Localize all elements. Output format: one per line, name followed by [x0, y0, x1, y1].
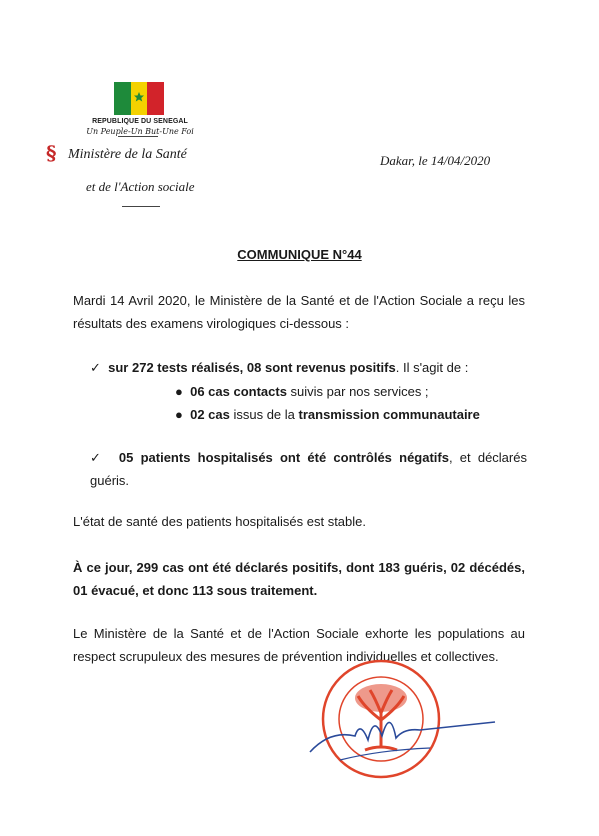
item-bold-text: 02 cas: [190, 407, 230, 422]
closing-paragraph: Le Ministère de la Santé et de l'Action Sociale exhorte les populations au respect scrupuleux des mesures de prévention individuelles et collectives.: [73, 626, 525, 664]
item-bold-text: 06 cas contacts: [190, 384, 287, 399]
item-text: issus de la: [229, 407, 299, 422]
republic-label: REPUBLIQUE DU SENEGAL: [92, 118, 188, 125]
item-bold-text: transmission communautaire: [298, 407, 480, 422]
list-item: [175, 380, 525, 403]
document-title: COMMUNIQUE N°44: [237, 247, 362, 262]
ministry-name-line2: et de l'Action sociale: [86, 179, 195, 194]
list-item: [90, 356, 530, 379]
item-text: , et déclarés guéris.: [90, 450, 527, 488]
signature: [300, 690, 500, 770]
senegal-flag: [114, 82, 164, 115]
item-text: suivis par nos services ;: [286, 384, 429, 399]
item-bold-text: sur 272 tests réalisés, 08 sont revenus positifs: [108, 360, 396, 375]
item-text: . Il s'agit de :: [395, 360, 469, 375]
bullet-icon: ●: [175, 384, 183, 399]
star-icon: [133, 91, 145, 103]
ministry-logo-icon: §: [46, 141, 57, 165]
ministry-name-line1: Ministère de la Santé: [68, 147, 187, 162]
status-paragraph: L'état de santé des patients hospitalisés est stable.: [73, 514, 367, 529]
bullet-icon: ●: [175, 407, 183, 422]
national-motto: Un Peuple-Un But-Une Foi: [86, 127, 194, 136]
intro-paragraph: Mardi 14 Avril 2020, le Ministère de la Santé et de l'Action Sociale a reçu les résultats des examens virologiques ci-dessous :: [73, 293, 525, 331]
checkmark-icon: ✓: [90, 450, 105, 465]
summary-paragraph: À ce jour, 299 cas ont été déclarés positifs, dont 183 guéris, 02 décédés, 01 évacué, et donc 113 sous traitement.: [73, 560, 525, 598]
divider: [122, 206, 160, 207]
document-date: Dakar, le 14/04/2020: [380, 153, 491, 168]
list-item: [90, 446, 527, 492]
divider: [118, 136, 158, 137]
checkmark-icon: ✓: [90, 360, 101, 375]
list-item: [175, 403, 525, 426]
item-bold-text: 05 patients hospitalisés ont été contrôlés négatifs: [118, 450, 449, 465]
